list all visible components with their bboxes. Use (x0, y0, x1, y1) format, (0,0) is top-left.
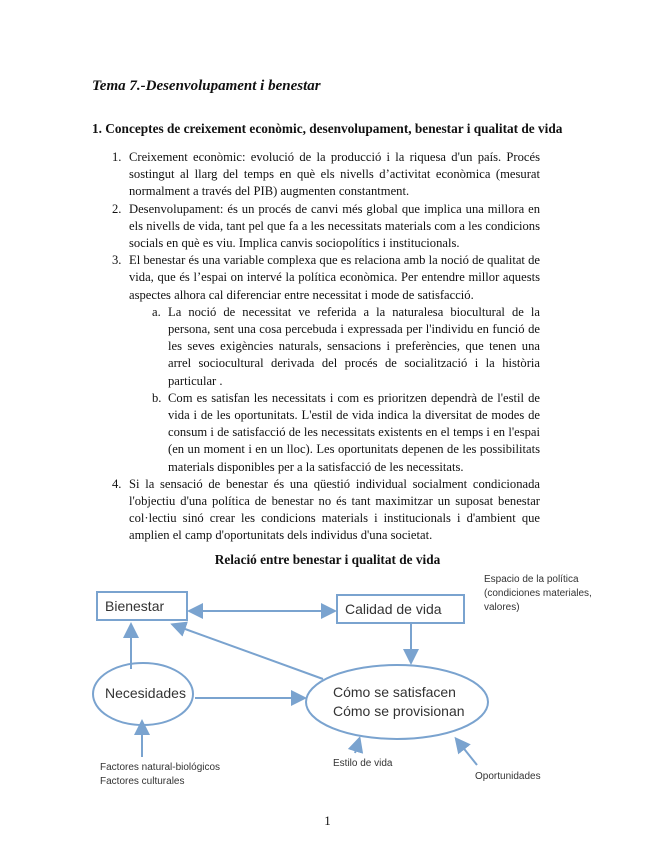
calidad-label: Calidad de vida (345, 600, 442, 617)
necesidades-label: Necesidades (105, 684, 186, 701)
sub-list-text: La noció de necessitat ve referida a la naturalesa biocultural de la persona, sent una cosa percebuda i expressada per l'individu en funció de les seves exigències naturals, sensacions i preferències, que tenen una arrel sociocultural derivada del procés de socialització i la història particular . (168, 304, 540, 388)
como-line: Cómo se provisionan (333, 702, 465, 719)
sub-list-letter: b. (152, 390, 162, 405)
list-number: 2. (112, 201, 122, 216)
concept-list (112, 149, 540, 545)
como-label (333, 683, 465, 721)
como-line: Cómo se satisfacen (333, 683, 456, 700)
oportunidades-label: Oportunidades (475, 770, 541, 782)
factores-line: Factores culturales (100, 775, 185, 787)
factores-line: Factores natural-biológicos (100, 761, 221, 773)
diagram-caption: Relació entre benestar i qualitat de vida (214, 551, 441, 567)
list-text: El benestar és una variable complexa que es relaciona amb la noció de qualitat de vida, que és l’espai on intervé la política econòmica. Per entendre millor aquests aspectes alhora cal diferenciar entre necessitat i mode de satisfacció. (129, 253, 540, 302)
list-item (112, 201, 540, 253)
section-heading: 1. Conceptes de creixement econòmic, desenvolupament, benestar i qualitat de vida (92, 121, 563, 136)
factores-label (100, 761, 220, 789)
estilo-arrow (355, 740, 359, 753)
sub-list-text: Com es satisfan les necessitats i com es prioritzen dependrà de l'estil de vida i de les oportunitats. L'estil de vida indica la diversitat de modes de consum i de satisfacció de les necessitats existents en el temps i en l'espai (en un moment i en un lloc). Les oportunitats depenen de les possibilitats materials disponibles per a la satisfacció de les necessitats. (168, 390, 540, 474)
sub-list-item (152, 390, 540, 476)
estilo-label: Estilo de vida (333, 757, 393, 769)
list-text: Si la sensació de benestar és una qüestió individual socialment condicionada l'objectiu d'una política de benestar no és tant maximitzar un suposat benestar col·lectiu sinó crear les condicions materials i institucionals i d'ambient que amplien el camp d'oportunitats dels individus d'una societat. (129, 476, 540, 543)
page-content (0, 76, 655, 829)
espacio-label (484, 573, 592, 615)
como-to-bienestar-arrow (174, 625, 323, 679)
list-number: 3. (112, 253, 122, 268)
list-text: Desenvolupament: és un procés de canvi més global que implica una millora en els nivells de vida, tant pel que fa a les necessitats materials com a les condicions socials en què es viu. Implica canvis sociopolítics i institucionals. (129, 201, 540, 251)
espacio-line: Espacio de la política (484, 573, 579, 585)
sub-list-letter: a. (152, 304, 161, 319)
list-item (112, 149, 540, 201)
page-number: 1 (324, 812, 331, 828)
bienestar-label: Bienestar (105, 597, 165, 614)
sub-list-item (152, 304, 540, 390)
document-title: Tema 7.-Desenvolupament i benestar (92, 78, 321, 94)
diagram-area (0, 569, 655, 797)
list-item (112, 476, 540, 545)
espacio-line: (condiciones materiales, (484, 587, 592, 599)
list-number: 4. (112, 476, 122, 491)
list-text: Creixement econòmic: evolució de la producció i la riquesa d'un país. Procés sostingut al llarg del temps en què els nivells d’activitat econòmica (mesurat normalment a través del PIB) augmenten constantment. (129, 150, 540, 199)
espacio-line: valores) (484, 601, 520, 613)
list-number: 1. (112, 150, 122, 164)
list-item (112, 252, 540, 304)
oportunidades-arrow (457, 740, 477, 765)
